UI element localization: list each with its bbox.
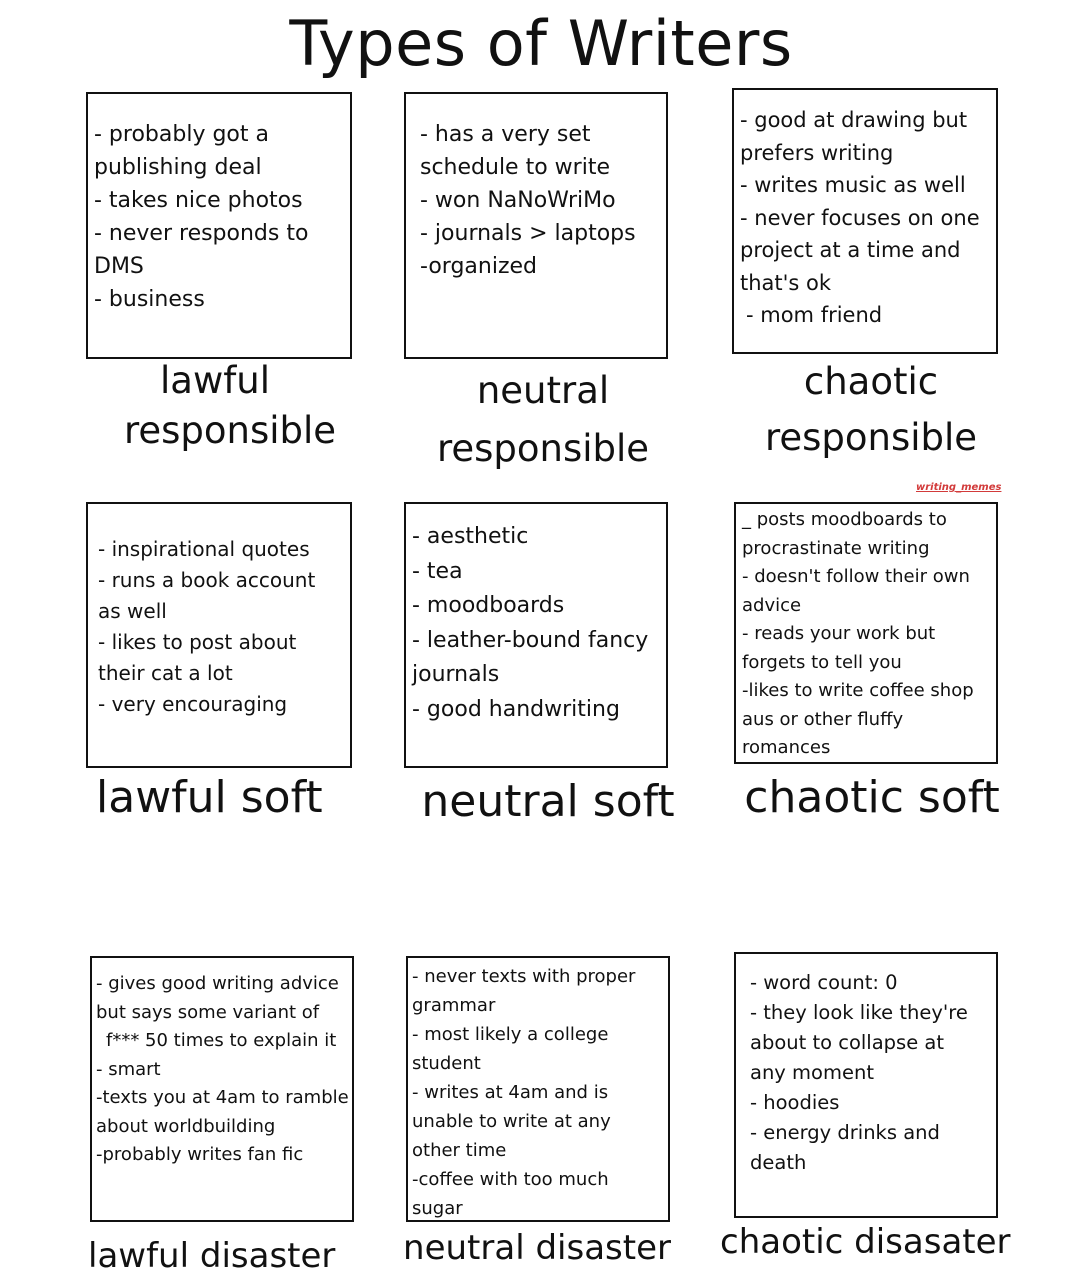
neutral-responsible-label [412, 362, 674, 478]
box-line: their cat a lot [98, 661, 233, 685]
box-line: publishing deal [94, 155, 262, 180]
page-title: Types of Writers [289, 7, 793, 80]
box-line: -organized [420, 254, 538, 279]
box-line: any moment [750, 1061, 874, 1084]
box-line: as well [98, 599, 167, 623]
box-line: advice [742, 594, 802, 616]
neutral-soft-label [408, 774, 688, 830]
chaotic-soft-label [732, 770, 1012, 826]
neutral-disaster-box [406, 956, 670, 1222]
box-line: project at a time and [740, 238, 961, 262]
box-line: - most likely a college [412, 1024, 609, 1045]
box-line: journals [412, 662, 500, 687]
label-line: lawful disaster [88, 1236, 336, 1276]
neutral-soft-box [404, 502, 668, 768]
box-line: prefers writing [740, 140, 894, 165]
box-line: - good handwriting [412, 696, 620, 722]
box-line: -texts you at 4am to ramble [96, 1087, 349, 1108]
box-line: - writes at 4am and is [412, 1082, 609, 1103]
label-line: neutral disaster [403, 1228, 671, 1268]
chaotic-soft-box [734, 502, 998, 764]
box-line: -probably writes fan fic [96, 1144, 304, 1165]
chaotic-disaster-label [720, 1220, 1011, 1264]
watermark: writing_memes [916, 482, 1002, 493]
box-line: romances [742, 737, 831, 758]
box-line: - doesn't follow their own [742, 566, 970, 587]
neutral-responsible-box [404, 92, 668, 359]
box-line: f*** 50 times to explain it [106, 1030, 337, 1051]
box-line: about to collapse at [750, 1031, 945, 1054]
label-line: neutral [476, 369, 610, 412]
lawful-disaster-box [90, 956, 354, 1222]
box-line: - mom friend [746, 303, 883, 327]
label-line: responsible [764, 416, 978, 459]
box-line: - never focuses on one [740, 205, 980, 230]
box-line: that's ok [740, 270, 832, 295]
neutral-disaster-label [402, 1226, 672, 1270]
box-line: -coffee with too much [412, 1169, 609, 1190]
lawful-responsible-label [100, 356, 360, 456]
box-line: - smart [96, 1058, 161, 1080]
box-line: - probably got a [94, 122, 269, 147]
box-line: - they look like they're [750, 1001, 968, 1024]
box-line: - word count: 0 [750, 971, 898, 994]
box-line: - good at drawing but [740, 108, 968, 132]
chaotic-responsible-box [732, 88, 998, 354]
box-line: - takes nice photos [94, 188, 303, 213]
box-line: procrastinate writing [742, 537, 930, 559]
label-line: lawful [160, 359, 270, 402]
box-line: sugar [412, 1198, 463, 1219]
box-line: - has a very set [420, 122, 591, 147]
box-line: - leather-bound fancy [412, 627, 649, 653]
box-line: - aesthetic [412, 524, 529, 549]
chaotic-disaster-box [734, 952, 998, 1218]
box-line: death [750, 1151, 807, 1174]
label-line: lawful soft [96, 772, 323, 823]
box-line: - never texts with proper [412, 966, 636, 987]
label-line: chaotic [803, 360, 939, 403]
label-line: chaotic soft [744, 772, 1000, 823]
box-line: - energy drinks and [750, 1121, 940, 1144]
box-line: DMS [94, 254, 144, 279]
label-line: responsible [436, 427, 650, 470]
box-line: - tea [412, 558, 463, 584]
box-line: forgets to tell you [742, 651, 902, 673]
box-line: - writes music as well [740, 173, 966, 197]
box-line: - hoodies [750, 1091, 840, 1114]
box-line: - very encouraging [98, 692, 288, 716]
lawful-responsible-box [86, 92, 352, 359]
box-line: _ posts moodboards to [742, 509, 947, 530]
label-line: responsible [123, 409, 337, 452]
label-line: chaotic disasater [720, 1222, 1011, 1262]
box-line: grammar [412, 995, 496, 1016]
box-line: - never responds to [94, 221, 309, 246]
box-line: - likes to post about [98, 630, 297, 654]
box-line: schedule to write [420, 155, 610, 180]
box-line: - journals > laptops [420, 221, 636, 246]
box-line: - business [94, 287, 205, 312]
box-line: - won NaNoWriMo [420, 188, 616, 213]
box-line: - runs a book account [98, 568, 316, 592]
box-line: but says some variant of [96, 1001, 320, 1023]
box-line: student [412, 1053, 481, 1074]
label-line: neutral soft [421, 776, 675, 827]
box-line: other time [412, 1140, 507, 1161]
box-line: - moodboards [412, 593, 565, 618]
lawful-soft-label [96, 770, 336, 826]
box-line: - inspirational quotes [98, 537, 310, 561]
box-line: unable to write at any [412, 1111, 611, 1132]
box-line: - gives good writing advice [96, 973, 339, 994]
box-line: about worldbuilding [96, 1115, 276, 1137]
box-line: - reads your work but [742, 623, 936, 644]
box-line: aus or other fluffy [742, 708, 904, 730]
lawful-soft-box [86, 502, 352, 768]
chaotic-responsible-label [740, 354, 1002, 466]
box-line: -likes to write coffee shop [742, 680, 974, 701]
lawful-disaster-label [88, 1234, 348, 1278]
